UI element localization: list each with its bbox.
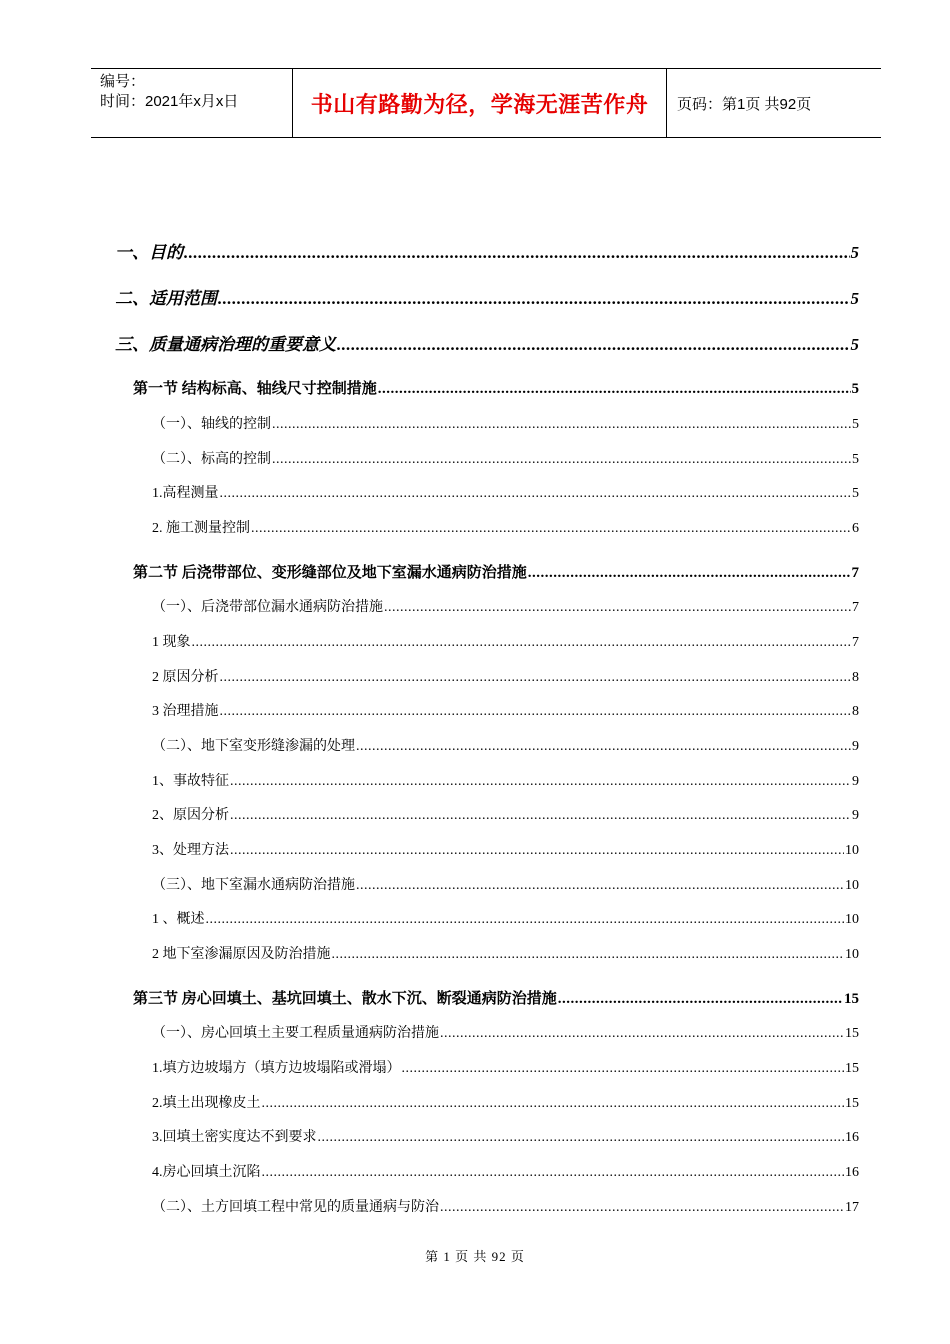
toc-entry-title: 一、目的 [115, 243, 183, 262]
toc-entry-page: 6 [852, 521, 859, 536]
toc-entry-title: （三）、地下室漏水通病防治措施 [152, 878, 355, 893]
toc-entry[interactable] [152, 1161, 859, 1181]
time-label: 时间：2021年x月x日 [100, 93, 239, 110]
toc-entry-title: （二）、土方回填工程中常见的质量通病与防治 [152, 1200, 439, 1215]
toc-entry-page: 5 [850, 335, 859, 354]
toc-entry[interactable] [152, 770, 859, 790]
toc-entry-page: 17 [845, 1200, 859, 1215]
toc-entry-page: 8 [852, 704, 859, 719]
toc-dot-leader [440, 1026, 844, 1042]
toc-entry-page: 9 [852, 739, 859, 754]
toc-entry-page: 7 [852, 600, 859, 615]
toc-entry[interactable] [133, 561, 859, 582]
toc-dot-leader [318, 1130, 845, 1146]
toc-entry[interactable] [152, 874, 859, 894]
toc-entry[interactable] [152, 1092, 859, 1112]
toc-entry-title: 3 治理措施 [152, 704, 219, 719]
toc-entry-page: 15 [844, 991, 859, 1007]
toc-entry[interactable] [152, 482, 859, 502]
toc-entry[interactable] [152, 735, 859, 755]
toc-entry-title: 2. 施工测量控制 [152, 521, 250, 536]
toc-entry-title: 1、事故特征 [152, 774, 229, 789]
toc-dot-leader [384, 600, 851, 616]
toc-entry-page: 10 [845, 843, 859, 858]
toc-entry-title: （一）、后浇带部位漏水通病防治措施 [152, 600, 383, 615]
header-page-info: 页码：第1页 共92页 [677, 95, 812, 113]
toc-entry-title: 1.高程测量 [152, 486, 219, 501]
toc-dot-leader [251, 521, 851, 537]
toc-entry-title: 1 、概述 [152, 912, 205, 927]
toc-entry-title: 3.回填土密实度达不到要求 [152, 1130, 317, 1145]
toc-entry-page: 7 [852, 635, 859, 650]
toc-entry[interactable] [133, 377, 859, 398]
toc-entry-page: 5 [850, 289, 859, 308]
toc-entry-page: 15 [845, 1026, 859, 1041]
toc-entry-title: 三、质量通病治理的重要意义 [115, 335, 336, 354]
toc-dot-leader [230, 774, 851, 790]
toc-entry[interactable] [115, 238, 859, 263]
toc-entry-page: 5 [852, 417, 859, 432]
toc-entry-title: （二）、标高的控制 [152, 452, 271, 467]
toc-entry-title: 2、原因分析 [152, 808, 229, 823]
toc-entry-title: 二、适用范围 [115, 289, 217, 308]
toc-entry-page: 10 [845, 947, 859, 962]
toc-dot-leader [230, 843, 844, 859]
toc-dot-leader [192, 635, 852, 651]
toc-dot-leader [184, 243, 850, 263]
toc-entry-title: 1.填方边坡塌方（填方边坡塌陷或滑塌） [152, 1061, 401, 1076]
toc-entry[interactable] [133, 987, 859, 1008]
toc-entry[interactable] [152, 700, 859, 720]
toc-entry-title: 2 地下室渗漏原因及防治措施 [152, 947, 331, 962]
toc-dot-leader [218, 289, 850, 309]
toc-entry-title: 3、处理方法 [152, 843, 229, 858]
toc-entry-page: 16 [845, 1130, 859, 1145]
toc-entry[interactable] [152, 413, 859, 433]
toc-entry[interactable] [152, 448, 859, 468]
toc-entry[interactable] [152, 596, 859, 616]
toc-entry-title: 4.房心回填土沉陷 [152, 1165, 261, 1180]
toc-entry-title: 第二节 后浇带部位、变形缝部位及地下室漏水通病防治措施 [133, 565, 527, 581]
toc-dot-leader [528, 565, 851, 582]
toc-entry[interactable] [115, 284, 859, 309]
toc-entry-title: 2.填土出现橡皮土 [152, 1096, 261, 1111]
toc-entry[interactable] [152, 666, 859, 686]
toc-entry[interactable] [115, 330, 859, 355]
toc-dot-leader [262, 1096, 845, 1112]
toc-entry[interactable] [152, 517, 859, 537]
toc-entry[interactable] [152, 631, 859, 651]
page-footer: 第 1 页 共 92 页 [425, 1249, 525, 1264]
toc-entry-title: （一）、房心回填土主要工程质量通病防治措施 [152, 1026, 439, 1041]
toc-entry[interactable] [152, 1057, 859, 1077]
toc-dot-leader [220, 704, 852, 720]
toc-dot-leader [272, 452, 851, 468]
toc-entry-title: 第一节 结构标高、轴线尺寸控制措施 [133, 381, 377, 397]
toc-entry-title: 1 现象 [152, 635, 191, 650]
toc-entry-page: 16 [845, 1165, 859, 1180]
toc-dot-leader [220, 486, 852, 502]
toc-entry-title: （二）、地下室变形缝渗漏的处理 [152, 739, 355, 754]
header-motto: 书山有路勤为径，学海无涯苦作舟 [293, 69, 667, 137]
toc-dot-leader [356, 878, 844, 894]
toc-entry-page: 7 [851, 565, 859, 581]
toc-entry-title: 第三节 房心回填土、基坑回填土、散水下沉、断裂通病防治措施 [133, 991, 557, 1007]
toc-entry-page: 9 [852, 808, 859, 823]
toc-entry-page: 5 [852, 452, 859, 467]
toc-dot-leader [230, 808, 851, 824]
page-header [91, 68, 881, 138]
toc-entry-page: 15 [845, 1061, 859, 1076]
toc-entry[interactable] [152, 1022, 859, 1042]
toc-dot-leader [332, 947, 845, 963]
toc-entry-page: 9 [852, 774, 859, 789]
toc-entry-page: 5 [852, 486, 859, 501]
toc-entry-page: 5 [851, 381, 859, 397]
toc-dot-leader [402, 1061, 845, 1077]
toc-dot-leader [206, 912, 845, 928]
toc-entry-title: （一）、轴线的控制 [152, 417, 271, 432]
toc-dot-leader [378, 381, 851, 398]
toc-entry-page: 10 [845, 912, 859, 927]
toc-entry[interactable] [152, 839, 859, 859]
toc-entry-title: 2 原因分析 [152, 670, 219, 685]
toc-dot-leader [220, 670, 852, 686]
header-meta [91, 69, 293, 137]
toc-entry-page: 5 [850, 243, 859, 262]
toc-dot-leader [558, 991, 843, 1008]
toc-entry[interactable] [152, 908, 859, 928]
toc-dot-leader [440, 1200, 844, 1216]
toc-entry[interactable] [152, 1126, 859, 1146]
toc-entry-page: 10 [845, 878, 859, 893]
toc-entry-page: 15 [845, 1096, 859, 1111]
toc-entry[interactable] [152, 1196, 859, 1216]
toc-dot-leader [337, 335, 850, 355]
toc-entry[interactable] [152, 943, 859, 963]
toc-entry[interactable] [152, 804, 859, 824]
toc-entry-page: 8 [852, 670, 859, 685]
toc-dot-leader [356, 739, 851, 755]
number-label: 编号： [100, 73, 146, 90]
toc-dot-leader [272, 417, 851, 433]
toc-dot-leader [262, 1165, 845, 1181]
